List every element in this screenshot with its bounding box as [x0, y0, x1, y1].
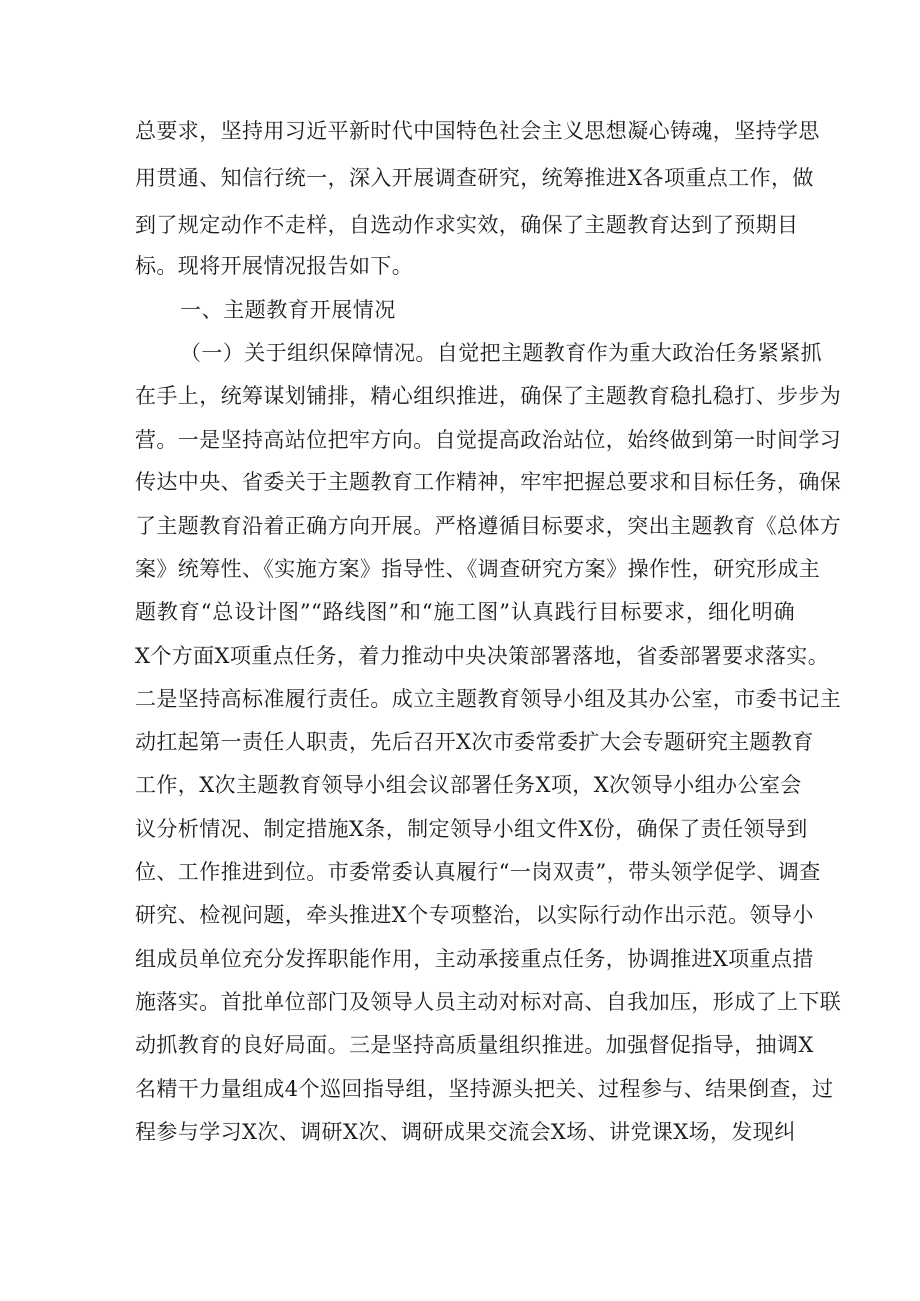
- body-line-1: （一）关于组织保障情况。自觉把主题教育作为重大政治任务紧紧抓: [180, 341, 822, 365]
- body-line-16: 施落实。首批单位部门及领导人员主动对标对高、自我加压，形成了上下联: [135, 990, 842, 1014]
- body-line-6: 案》统筹性、《实施方案》指导性、《调查研究方案》操作性，研究形成主: [135, 557, 821, 581]
- body-line-12: 议分析情况、制定措施X条，制定领导小组文件X份，确保了责任领导到: [135, 817, 808, 841]
- body-line-19: 程参与学习X次、调研X次、调研成果交流会X场、讲党课X场，发现纠: [135, 1120, 796, 1144]
- body-line-5: 了主题教育沿着正确方向开展。严格遵循目标要求，突出主题教育《总体方: [135, 514, 842, 538]
- intro-line-4: 标。现将开展情况报告如下。: [135, 254, 414, 278]
- body-line-17: 动抓教育的良好局面。三是坚持高质量组织推进。加强督促指导，抽调X: [135, 1033, 814, 1057]
- intro-line-2: 用贯通、知信行统一，深入开展调查研究，统筹推进X各项重点工作，做: [135, 166, 814, 190]
- intro-line-1: 总要求，坚持用习近平新时代中国特色社会主义思想凝心铸魂，坚持学思: [135, 119, 820, 143]
- body-line-7: 题教育“总设计图”“路线图”和“施工图”认真践行目标要求，细化明确: [135, 600, 795, 624]
- body-line-15: 组成员单位充分发挥职能作用，主动承接重点任务，协调推进X项重点措: [135, 947, 814, 971]
- body-line-14: 研究、检视问题，牵头推进X个专项整治，以实际行动作出示范。领导小: [135, 903, 814, 927]
- body-line-13: 位、工作推进到位。市委常委认真履行“一岗双责”，带头领学促学、调查: [135, 860, 821, 884]
- body-line-8: X个方面X项重点任务，着力推动中央决策部署落地，省委部署要求落实。: [135, 644, 830, 668]
- section-heading: 一、主题教育开展情况: [180, 298, 396, 322]
- body-line-4: 传达中央、省委关于主题教育工作精神，牢牢把握总要求和目标任务，确保: [135, 470, 842, 494]
- body-line-18: 名精干力量组成4个巡回指导组，坚持源头把关、过程参与、结果倒查，过: [135, 1077, 834, 1101]
- body-line-10: 动扛起第一责任人职责，先后召开X次市委常委扩大会专题研究主题教育: [135, 730, 814, 754]
- body-line-3: 营。一是坚持高站位把牢方向。自觉提高政治站位，始终做到第一时间学习: [135, 428, 842, 452]
- body-line-9: 二是坚持高标准履行责任。成立主题教育领导小组及其办公室，市委书记主: [135, 687, 842, 711]
- intro-line-3: 到了规定动作不走样，自选动作求实效，确保了主题教育达到了预期目: [135, 213, 799, 237]
- body-line-11: 工作，X次主题教育领导小组会议部署任务X项，X次领导小组办公室会: [135, 773, 802, 797]
- body-line-2: 在手上，统筹谋划铺排，精心组织推进，确保了主题教育稳扎稳打、步步为: [135, 384, 842, 408]
